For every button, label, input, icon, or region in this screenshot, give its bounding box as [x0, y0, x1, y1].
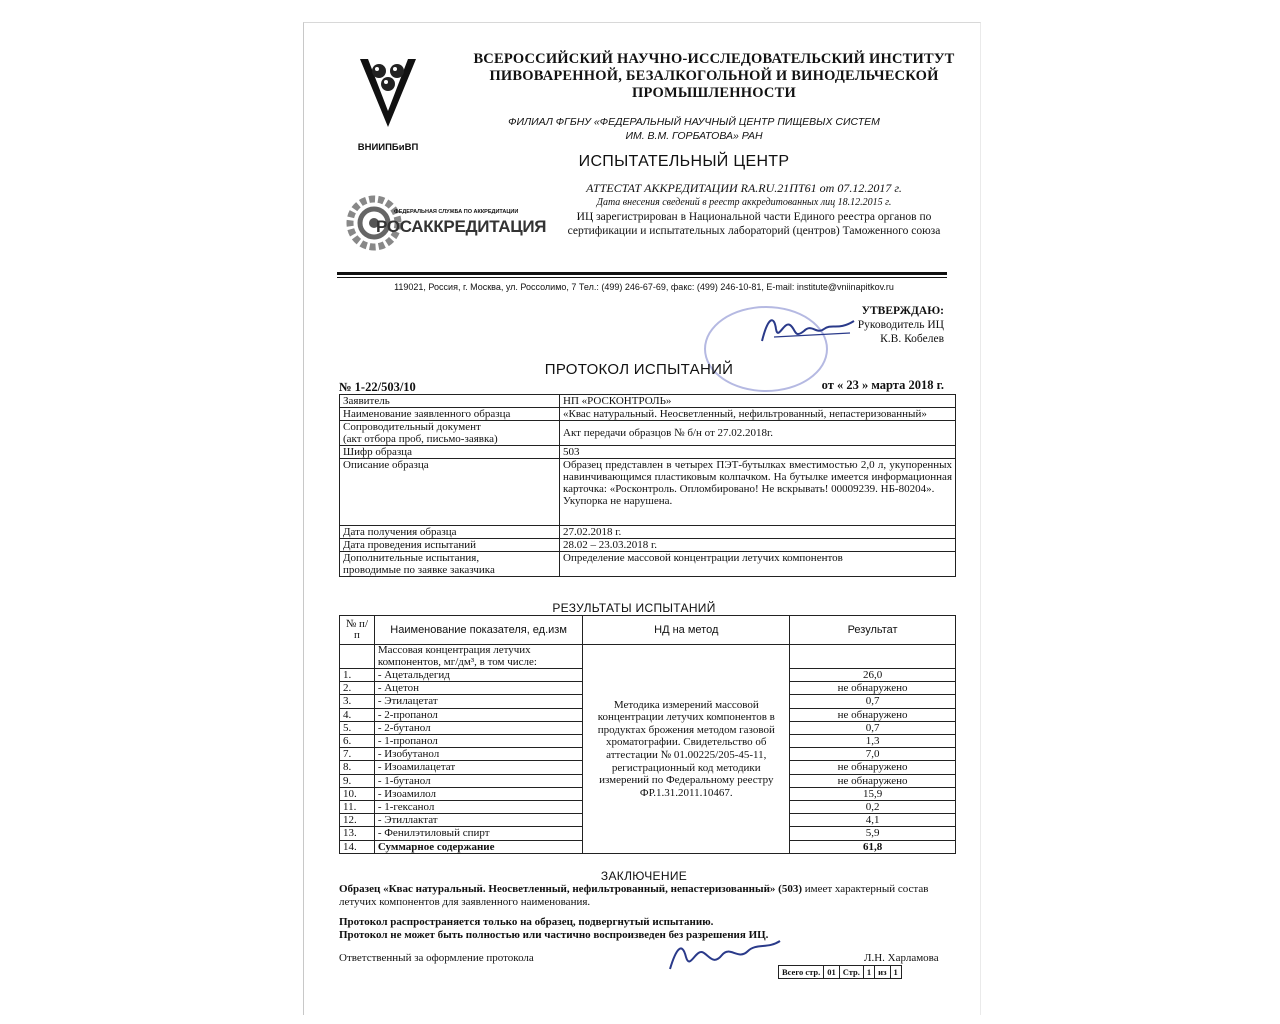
- table-row: [340, 408, 956, 421]
- table-row: [340, 459, 956, 526]
- conclusion-title: ЗАКЛЮЧЕНИЕ: [600, 869, 688, 883]
- protocol-number: № 1-22/503/10: [339, 380, 416, 394]
- description-seal-note: Укупорка не нарушена.: [563, 495, 673, 507]
- row-indicator: - Изоамилацетат: [374, 761, 583, 774]
- rosakk-small-text: ФЕДЕРАЛЬНАЯ СЛУЖБА ПО АККРЕДИТАЦИИ: [394, 209, 519, 215]
- institute-logo: [352, 55, 424, 153]
- approval-block: [824, 304, 944, 346]
- results-title: РЕЗУЛЬТАТЫ ИСПЫТАНИЙ: [552, 601, 716, 615]
- responsible-label: Ответственный за оформление протокола: [339, 952, 534, 964]
- row-indicator: - 2-пропанол: [374, 708, 583, 721]
- document-label-1: Сопроводительный документ: [343, 421, 481, 433]
- row-number: 8.: [340, 761, 375, 774]
- header-method: НД на метод: [583, 616, 790, 645]
- registry-note: ИЦ зарегистрирован в Национальной части Единого реестра органов по сертификации и испытательных лабораторий (центров) Таможенного союза: [567, 211, 941, 237]
- received-label: Дата получения образца: [340, 526, 560, 539]
- address-line: 119021, Россия, г. Москва, ул. Россолимо, 7 Тел.: (499) 246-67-69, факс: (499) 246-10-81, E-mail: institute@vniinapitkov.ru: [394, 282, 894, 292]
- logo-caption: ВНИИПБиВП: [357, 142, 419, 153]
- row-indicator: - 1-пропанол: [374, 735, 583, 748]
- branch-line-1: ФИЛИАЛ ФГБНУ «ФЕДЕРАЛЬНЫЙ НАУЧНЫЙ ЦЕНТР ПИЩЕВЫХ СИСТЕМ: [508, 116, 880, 128]
- row-number: 14.: [340, 840, 375, 853]
- row-indicator: - Фенилэтиловый спирт: [374, 827, 583, 840]
- table-row: [340, 421, 956, 446]
- pages-total-label: Всего стр.: [778, 965, 824, 979]
- row-value: не обнаружено: [790, 774, 956, 787]
- row-number: 4.: [340, 708, 375, 721]
- applicant-label: Заявитель: [340, 395, 560, 408]
- row-value: 0,2: [790, 801, 956, 814]
- grape-logo-icon: [352, 55, 424, 135]
- row-number: 2.: [340, 682, 375, 695]
- row-number: 12.: [340, 814, 375, 827]
- responsible-name: Л.Н. Харламова: [864, 952, 939, 964]
- row-indicator: - 2-бутанол: [374, 721, 583, 734]
- row-value: не обнаружено: [790, 682, 956, 695]
- extra-tests-value: Определение массовой концентрации летучих компонентов: [560, 552, 956, 577]
- table-row: [340, 645, 956, 669]
- row-number: [340, 645, 375, 669]
- branch-line-2: ИМ. В.М. ГОРБАТОВА» РАН: [625, 130, 763, 142]
- row-value: не обнаружено: [790, 761, 956, 774]
- row-indicator: - 1-бутанол: [374, 774, 583, 787]
- registry-date: Дата внесения сведений в реестр аккредитованных лиц 18.12.2015 г.: [596, 197, 892, 208]
- page-label: Стр.: [839, 965, 864, 979]
- row-number: 10.: [340, 787, 375, 800]
- row-value: 0,7: [790, 695, 956, 708]
- of-label: из: [874, 965, 890, 979]
- code-label: Шифр образца: [340, 446, 560, 459]
- page-counter: [779, 965, 902, 979]
- pages-total: 01: [823, 965, 840, 979]
- header-number: № п/п: [340, 616, 375, 645]
- test-date-value: 28.02 – 23.03.2018 г.: [560, 539, 956, 552]
- row-indicator: - Ацетальдегид: [374, 669, 583, 682]
- approve-title: УТВЕРЖДАЮ:: [861, 305, 944, 317]
- row-indicator: - Ацетон: [374, 682, 583, 695]
- row-value: 26,0: [790, 669, 956, 682]
- row-indicator: Суммарное содержание: [374, 840, 583, 853]
- of-number: 1: [890, 965, 902, 979]
- extra-tests-label: [340, 552, 560, 577]
- table-row: [340, 395, 956, 408]
- row-value: [790, 645, 956, 669]
- header-rule-thick: [337, 272, 947, 275]
- method-description: Методика измерений массовой концентрации летучих компонентов в продуктах брожения методом газовой хроматографии. Свидетельство об аттестации № 01.00225/205-45-11, регистрационный код методики измерений по Федеральному реестру ФР.1.31.2011.10467.: [583, 645, 790, 854]
- row-number: 9.: [340, 774, 375, 787]
- document-label-2: (акт отбора проб, письмо-заявка): [343, 433, 498, 445]
- conclusion-rest: имеет характерный состав летучих компонентов для заявленного наименования.: [339, 883, 929, 908]
- sample-info-table: [339, 394, 956, 577]
- note-2: Протокол не может быть полностью или частично воспроизведен без разрешения ИЦ.: [339, 929, 769, 941]
- header-rule-thin: [337, 277, 947, 278]
- table-row: [340, 526, 956, 539]
- rosakk-big-text: РОСАККРЕДИТАЦИЯ: [376, 217, 547, 236]
- table-row: [340, 552, 956, 577]
- row-value: 4,1: [790, 814, 956, 827]
- institute-line-3: ПРОМЫШЛЕННОСТИ: [632, 85, 796, 101]
- approve-role: Руководитель ИЦ: [857, 319, 944, 331]
- protocol-document: [303, 22, 981, 1015]
- row-indicator: - Этилацетат: [374, 695, 583, 708]
- row-value: 1,3: [790, 735, 956, 748]
- approve-name: К.В. Кобелев: [880, 333, 944, 345]
- row-indicator: - Изобутанол: [374, 748, 583, 761]
- institute-line-1: ВСЕРОССИЙСКИЙ НАУЧНО-ИССЛЕДОВАТЕЛЬСКИЙ ИНСТИТУТ: [473, 51, 955, 67]
- row-value: 5,9: [790, 827, 956, 840]
- applicant-value: НП «РОСКОНТРОЛЬ»: [560, 395, 956, 408]
- received-value: 27.02.2018 г.: [560, 526, 956, 539]
- document-value: Акт передачи образцов № б/н от 27.02.2018г.: [560, 421, 956, 446]
- sample-name-label: Наименование заявленного образца: [340, 408, 560, 421]
- document-label: [340, 421, 560, 446]
- row-value: 15,9: [790, 787, 956, 800]
- row-number: 11.: [340, 801, 375, 814]
- test-center-title: ИСПЫТАТЕЛЬНЫЙ ЦЕНТР: [578, 153, 790, 170]
- rosakkreditatsiya-logo: [346, 195, 546, 255]
- row-indicator: - 1-гексанол: [374, 801, 583, 814]
- table-header-row: [340, 616, 956, 645]
- protocol-notes: [339, 916, 959, 942]
- description-label: Описание образца: [340, 459, 560, 526]
- conclusion-bold: Образец «Квас натуральный. Неосветленный, нефильтрованный, непастеризованный» (503): [339, 883, 802, 895]
- description-value: [560, 459, 956, 526]
- header-indicator: Наименование показателя, ед.изм: [374, 616, 583, 645]
- table-row: [340, 539, 956, 552]
- sample-name-value: «Квас натуральный. Неосветленный, нефильтрованный, непастеризованный»: [560, 408, 956, 421]
- row-value: 7,0: [790, 748, 956, 761]
- row-number: 13.: [340, 827, 375, 840]
- row-value: 0,7: [790, 721, 956, 734]
- code-value: 503: [560, 446, 956, 459]
- group-indicator: Массовая концентрация летучих компонентов, мг/дм³, в том числе:: [374, 645, 583, 669]
- description-text: Образец представлен в четырех ПЭТ-бутылках вместимостью 2,0 л, укупоренных навинчивающимся пластиковым колпачком. На бутылке имеется информационная карточка: «Росконтроль. Опломбировано! Не вскрывать! 00009239. НБ-80204».: [563, 459, 952, 495]
- row-value: 61,8: [790, 840, 956, 853]
- row-number: 5.: [340, 721, 375, 734]
- extra-tests-label-1: Дополнительные испытания,: [343, 552, 480, 564]
- conclusion-text: [339, 883, 959, 909]
- institute-line-2: ПИВОВАРЕННОЙ, БЕЗАЛКОГОЛЬНОЙ И ВИНОДЕЛЬЧЕСКОЙ: [489, 68, 939, 84]
- accreditation-certificate: АТТЕСТАТ АККРЕДИТАЦИИ RA.RU.21ПТ61 от 07.12.2017 г.: [586, 181, 902, 195]
- extra-tests-label-2: проводимые по заявке заказчика: [343, 564, 495, 576]
- protocol-title: ПРОТОКОЛ ИСПЫТАНИЙ: [544, 361, 734, 378]
- note-1: Протокол распространяется только на образец, подвергнутый испытанию.: [339, 916, 714, 928]
- row-indicator: - Изоамилол: [374, 787, 583, 800]
- header-result: Результат: [790, 616, 956, 645]
- row-number: 6.: [340, 735, 375, 748]
- page-number: 1: [863, 965, 875, 979]
- table-row: [340, 446, 956, 459]
- institute-name: [454, 51, 974, 102]
- row-number: 1.: [340, 669, 375, 682]
- branch-name: [484, 115, 904, 143]
- responsible-signature: [664, 935, 784, 975]
- protocol-date: от « 23 » марта 2018 г.: [821, 378, 944, 392]
- test-date-label: Дата проведения испытаний: [340, 539, 560, 552]
- row-value: не обнаружено: [790, 708, 956, 721]
- row-number: 3.: [340, 695, 375, 708]
- results-table: [339, 615, 956, 854]
- row-number: 7.: [340, 748, 375, 761]
- row-indicator: - Этиллактат: [374, 814, 583, 827]
